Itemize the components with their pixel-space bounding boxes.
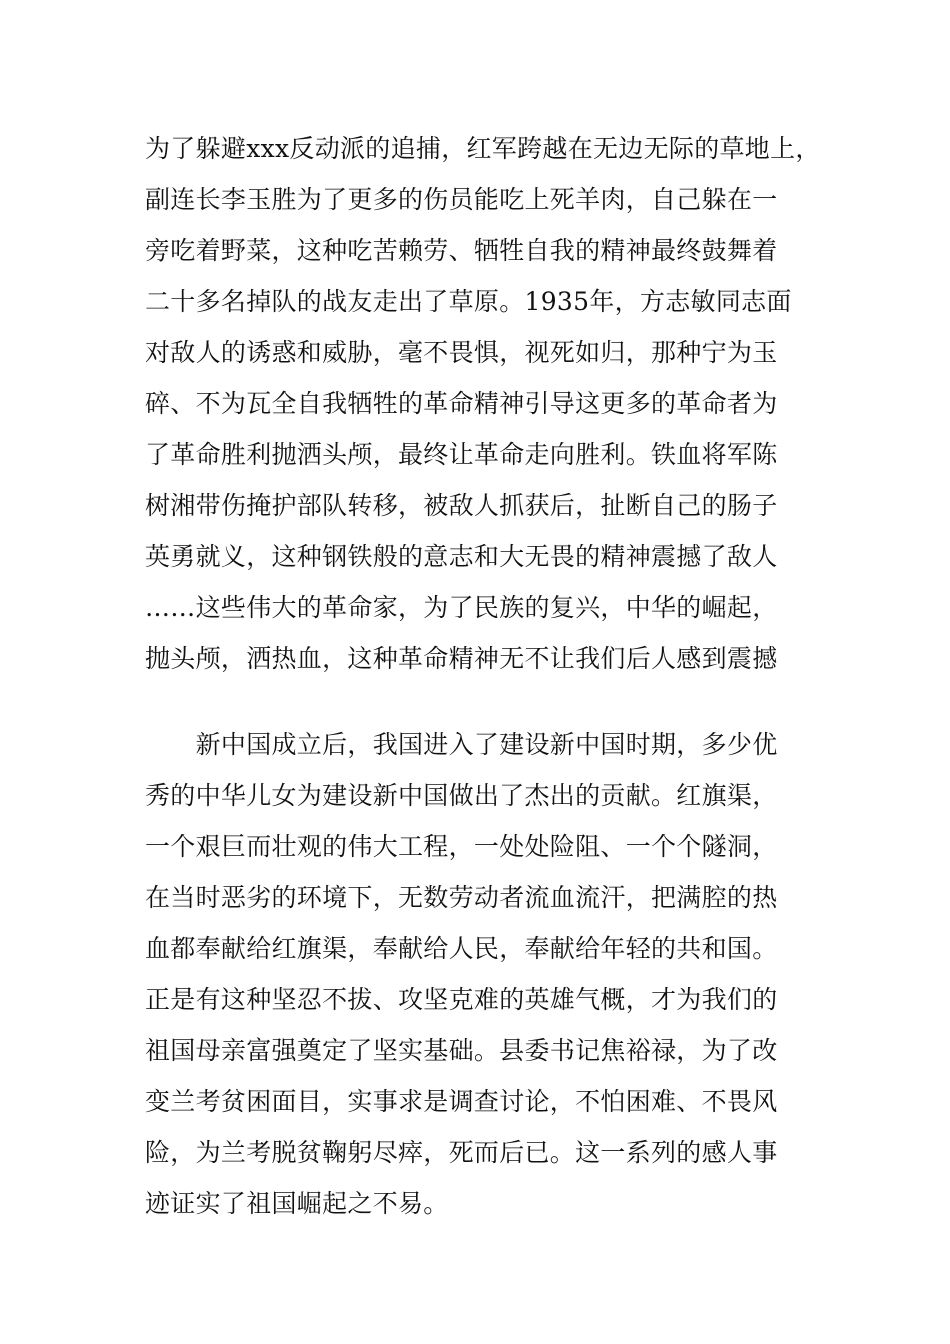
paragraph-new-china [145, 726, 825, 1236]
text-line: 抛头颅，洒热血，这种革命精神无不让我们后人感到震撼 [145, 644, 778, 673]
text-line: 对敌人的诱惑和威胁，毫不畏惧，视死如归，那种宁为玉 [145, 338, 778, 367]
text-line: 秀的中华儿女为建设新中国做出了杰出的贡献。红旗渠， [145, 781, 778, 810]
text-line: 血都奉献给红旗渠，奉献给人民，奉献给年轻的共和国。 [145, 934, 778, 963]
text-line: 险，为兰考脱贫鞠躬尽瘁，死而后已。这一系列的感人事 [145, 1138, 778, 1167]
text-line: 了革命胜利抛洒头颅，最终让革命走向胜利。铁血将军陈 [145, 440, 778, 469]
text-line: 二十多名掉队的战友走出了草原。1935年，方志敏同志面 [145, 287, 792, 316]
text-line: ……这些伟大的革命家，为了民族的复兴，中华的崛起， [145, 593, 778, 622]
text-line: 新中国成立后，我国进入了建设新中国时期，多少优 [145, 730, 778, 759]
text-line: 为了躲避xxx反动派的追捕，红军跨越在无边无际的草地上， [145, 134, 821, 163]
paragraph-revolution [145, 130, 825, 691]
text-line: 在当时恶劣的环境下，无数劳动者流血流汗，把满腔的热 [145, 883, 778, 912]
text-line: 变兰考贫困面目，实事求是调查讨论，不怕困难、不畏风 [145, 1087, 778, 1116]
text-line: 旁吃着野菜，这种吃苦赖劳、牺牲自我的精神最终鼓舞着 [145, 236, 778, 265]
text-line: 树湘带伤掩护部队转移，被敌人抓获后，扯断自己的肠子 [145, 491, 778, 520]
text-line: 一个艰巨而壮观的伟大工程，一处处险阻、一个个隧洞， [145, 832, 778, 861]
text-line: 副连长李玉胜为了更多的伤员能吃上死羊肉，自己躲在一 [145, 185, 778, 214]
text-line: 碎、不为瓦全自我牺牲的革命精神引导这更多的革命者为 [145, 389, 778, 418]
text-line: 祖国母亲富强奠定了坚实基础。县委书记焦裕禄，为了改 [145, 1036, 778, 1065]
text-line: 正是有这种坚忍不拔、攻坚克难的英雄气概，才为我们的 [145, 985, 778, 1014]
text-line: 英勇就义，这种钢铁般的意志和大无畏的精神震撼了敌人 [145, 542, 778, 571]
text-line: 迹证实了祖国崛起之不易。 [145, 1189, 449, 1218]
